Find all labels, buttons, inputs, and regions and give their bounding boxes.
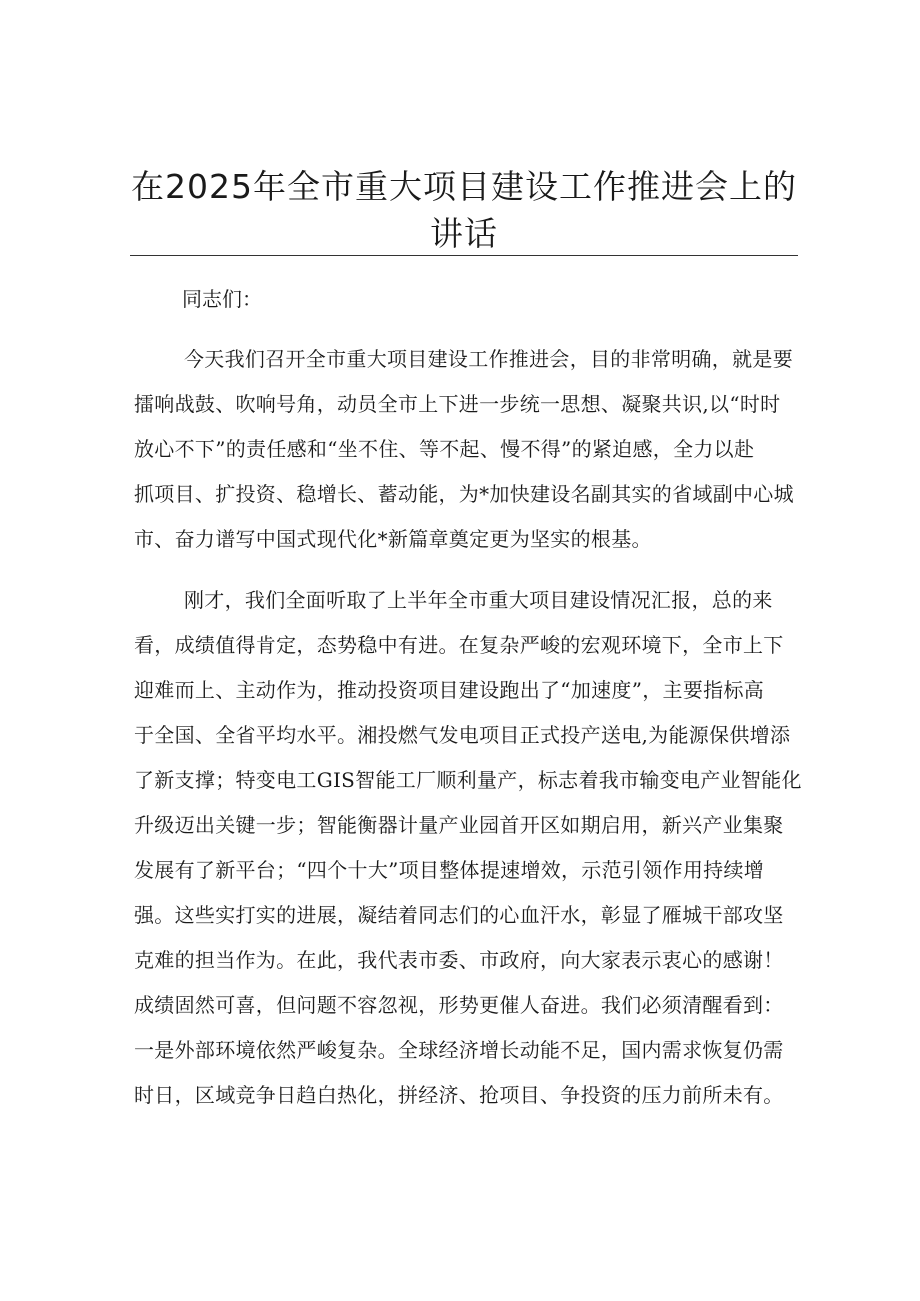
paragraph-line: 强。这些实打实的进展，凝结着同志们的心血汗水，彰显了雁城干部攻坚: [134, 903, 784, 927]
document-title: [130, 163, 798, 257]
paragraph-opening: [134, 337, 794, 562]
title-underline-rule: [130, 255, 798, 256]
paragraph-line: 发展有了新平台；“四个十大”项目整体提速增效，示范引领作用持续增: [134, 858, 765, 882]
paragraph-line: 放心不下”的责任感和“坐不住、等不起、慢不得”的紧迫感，全力以赴: [134, 437, 755, 461]
paragraph-line: 一是外部环境依然严峻复杂。全球经济增长动能不足，国内需求恢复仍需: [134, 1038, 784, 1062]
paragraph-line: 了新支撑；特变电工GIS智能工厂顺利量产，标志着我市输变电产业智能化: [134, 768, 802, 792]
paragraph-review: [134, 578, 802, 1118]
paragraph-line: 抓项目、扩投资、稳增长、蓄动能，为*加快建设名副其实的省域副中心城: [134, 482, 794, 506]
title-line-1: 在2025年全市重大项目建设工作推进会上的: [131, 167, 797, 206]
paragraph-line: 克难的担当作为。在此，我代表市委、市政府，向大家表示衷心的感谢！: [134, 948, 784, 972]
paragraph-line: 迎难而上、主动作为，推动投资项目建设跑出了“加速度”，主要指标高: [134, 678, 765, 702]
salutation: 同志们：: [182, 287, 262, 311]
title-line-2: 讲话: [430, 214, 498, 253]
paragraph-line: 成绩固然可喜，但问题不容忽视，形势更催人奋进。我们必须清醒看到：: [134, 993, 784, 1017]
paragraph-line: 于全国、全省平均水平。湘投燃气发电项目正式投产送电,为能源保供增添: [134, 723, 791, 747]
paragraph-line: 今天我们召开全市重大项目建设工作推进会，目的非常明确，就是要: [184, 347, 793, 371]
paragraph-line: 时日，区域竞争日趋白热化，拼经济、抢项目、争投资的压力前所未有。: [134, 1083, 784, 1107]
paragraph-line: 升级迈出关键一步；智能衡器计量产业园首开区如期启用，新兴产业集聚: [134, 813, 784, 837]
paragraph-line: 看，成绩值得肯定，态势稳中有进。在复杂严峻的宏观环境下，全市上下: [134, 633, 784, 657]
paragraph-line: 市、奋力谱写中国式现代化*新篇章奠定更为坚实的根基。: [134, 527, 652, 551]
paragraph-line: 擂响战鼓、吹响号角，动员全市上下进一步统一思想、凝聚共识,以“时时: [134, 392, 781, 416]
paragraph-line: 刚才，我们全面听取了上半年全市重大项目建设情况汇报，总的来: [184, 588, 773, 612]
